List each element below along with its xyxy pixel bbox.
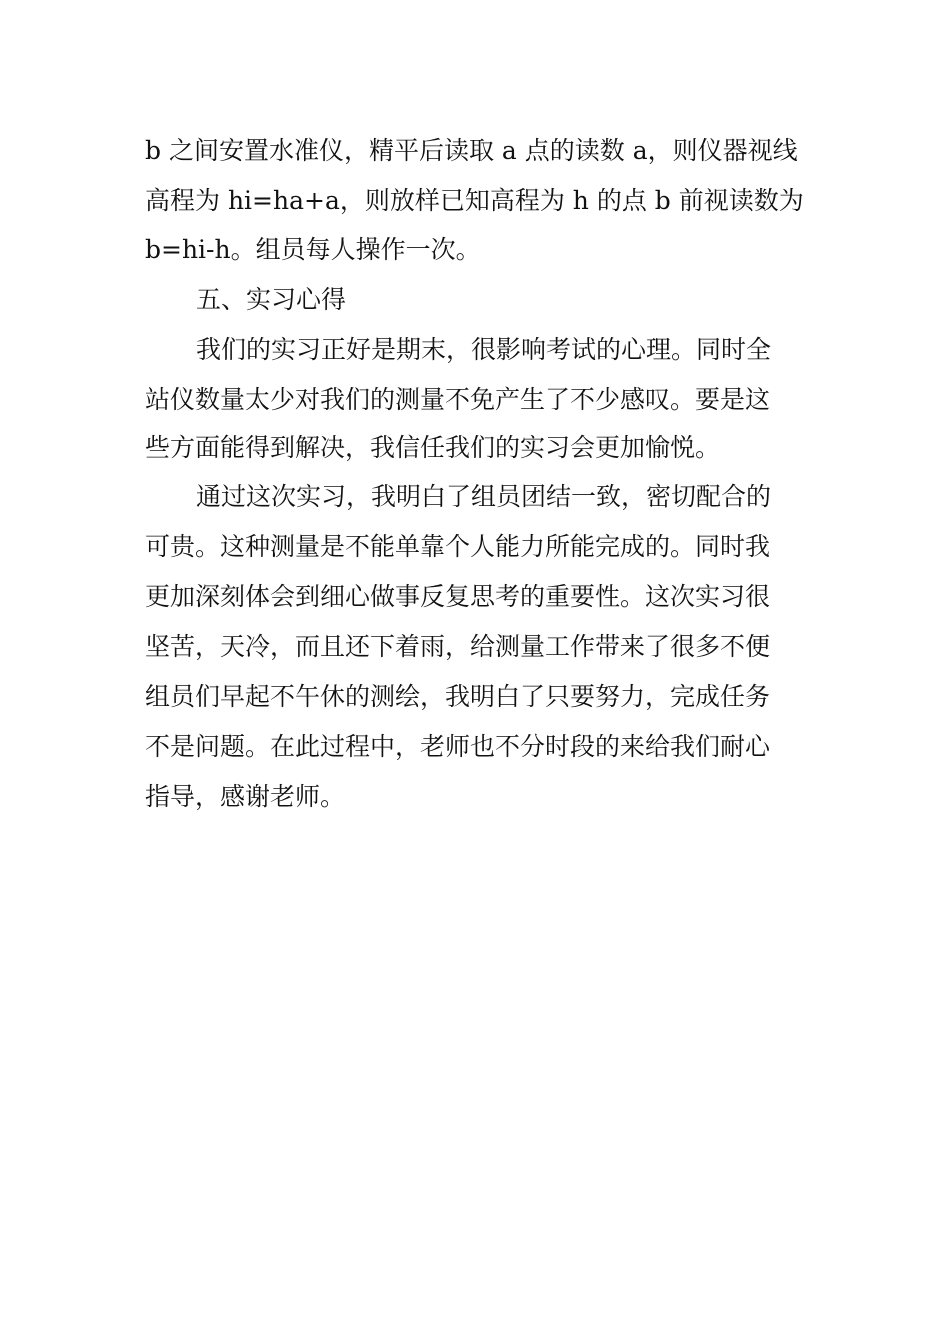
paragraph-3-line-4: 坚苦，天冷，而且还下着雨，给测量工作带来了很多不便 — [145, 632, 771, 661]
paragraph-2-line-1: 我们的实习正好是期末，很影响考试的心理。同时全 — [196, 335, 772, 364]
paragraph-3-line-6: 不是问题。在此过程中，老师也不分时段的来给我们耐心 — [145, 732, 771, 761]
paragraph-1-line-3: b=hi-h。组员每人操作一次。 — [145, 235, 481, 264]
paragraph-3-line-2: 可贵。这种测量是不能单靠个人能力所能完成的。同时我 — [145, 532, 771, 561]
paragraph-3-line-5: 组员们早起不午休的测绘，我明白了只要努力，完成任务 — [145, 682, 771, 711]
paragraph-3-line-1: 通过这次实习，我明白了组员团结一致，密切配合的 — [196, 482, 772, 511]
paragraph-3-line-7: 指导，感谢老师。 — [145, 782, 346, 811]
paragraph-2-line-2: 站仪数量太少对我们的测量不免产生了不少感叹。要是这 — [145, 385, 771, 414]
paragraph-3-line-3: 更加深刻体会到细心做事反复思考的重要性。这次实习很 — [145, 582, 771, 611]
paragraph-1-line-2: 高程为 hi=ha+a，则放样已知高程为 h 的点 b 前视读数为 — [145, 186, 804, 215]
paragraph-2-line-3: 些方面能得到解决，我信任我们的实习会更加愉悦。 — [145, 433, 721, 462]
paragraph-1-line-1: b 之间安置水准仪，精平后读取 a 点的读数 a，则仪器视线 — [145, 136, 798, 165]
section-heading: 五、实习心得 — [196, 285, 347, 314]
